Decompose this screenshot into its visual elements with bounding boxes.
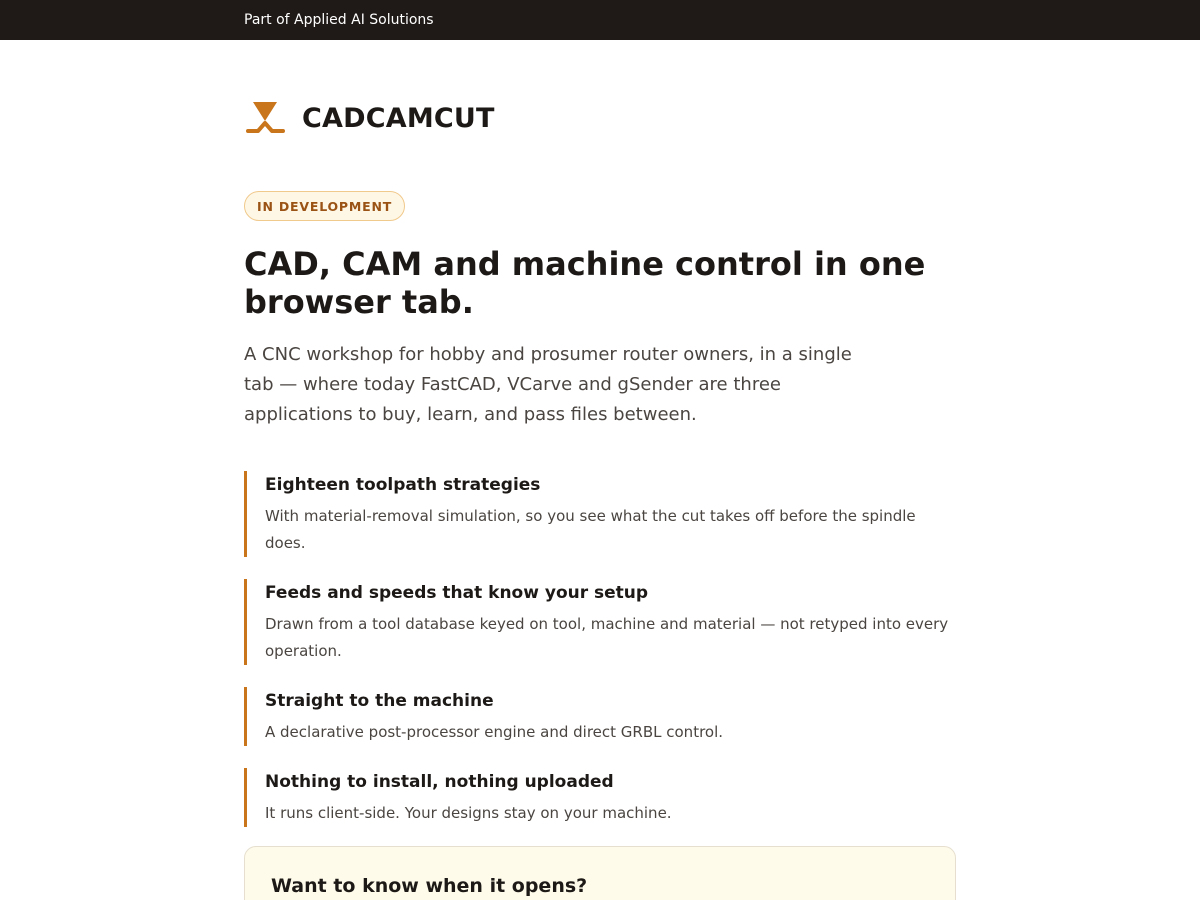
feature-item	[244, 579, 956, 665]
brand-name: CADCAMCUT	[302, 102, 495, 134]
feature-title: Straight to the machine	[265, 691, 494, 711]
top-bar	[0, 0, 1200, 40]
feature-description: Drawn from a tool database keyed on tool, machine and material — not retyped into every operation.	[265, 615, 949, 660]
feature-title: Eighteen toolpath strategies	[265, 475, 541, 495]
feature-item	[244, 768, 956, 827]
parent-company-link[interactable]: Part of Applied AI Solutions	[244, 12, 434, 28]
feature-description: It runs client-side. Your designs stay on your machine.	[265, 804, 672, 822]
hero-lede: A CNC workshop for hobby and prosumer router owners, in a single tab — where today FastCAD, VCarve and gSender are three applications to buy, learn, and pass files between.	[244, 344, 852, 425]
page-title: CAD, CAM and machine control in one browser tab.	[244, 245, 926, 321]
notify-signup-card	[244, 846, 956, 900]
feature-item	[244, 687, 956, 746]
router-bit-logo-icon	[244, 100, 288, 136]
status-badge: IN DEVELOPMENT	[244, 191, 405, 221]
notify-title: Want to know when it opens?	[271, 875, 588, 897]
feature-description: With material-removal simulation, so you see what the cut takes off before the spindle does.	[265, 507, 916, 552]
brand-home-link[interactable]	[244, 100, 495, 136]
feature-description: A declarative post-processor engine and direct GRBL control.	[265, 723, 724, 741]
feature-item	[244, 471, 956, 557]
feature-title: Feeds and speeds that know your setup	[265, 583, 649, 603]
feature-list	[244, 471, 956, 849]
feature-title: Nothing to install, nothing uploaded	[265, 772, 614, 792]
